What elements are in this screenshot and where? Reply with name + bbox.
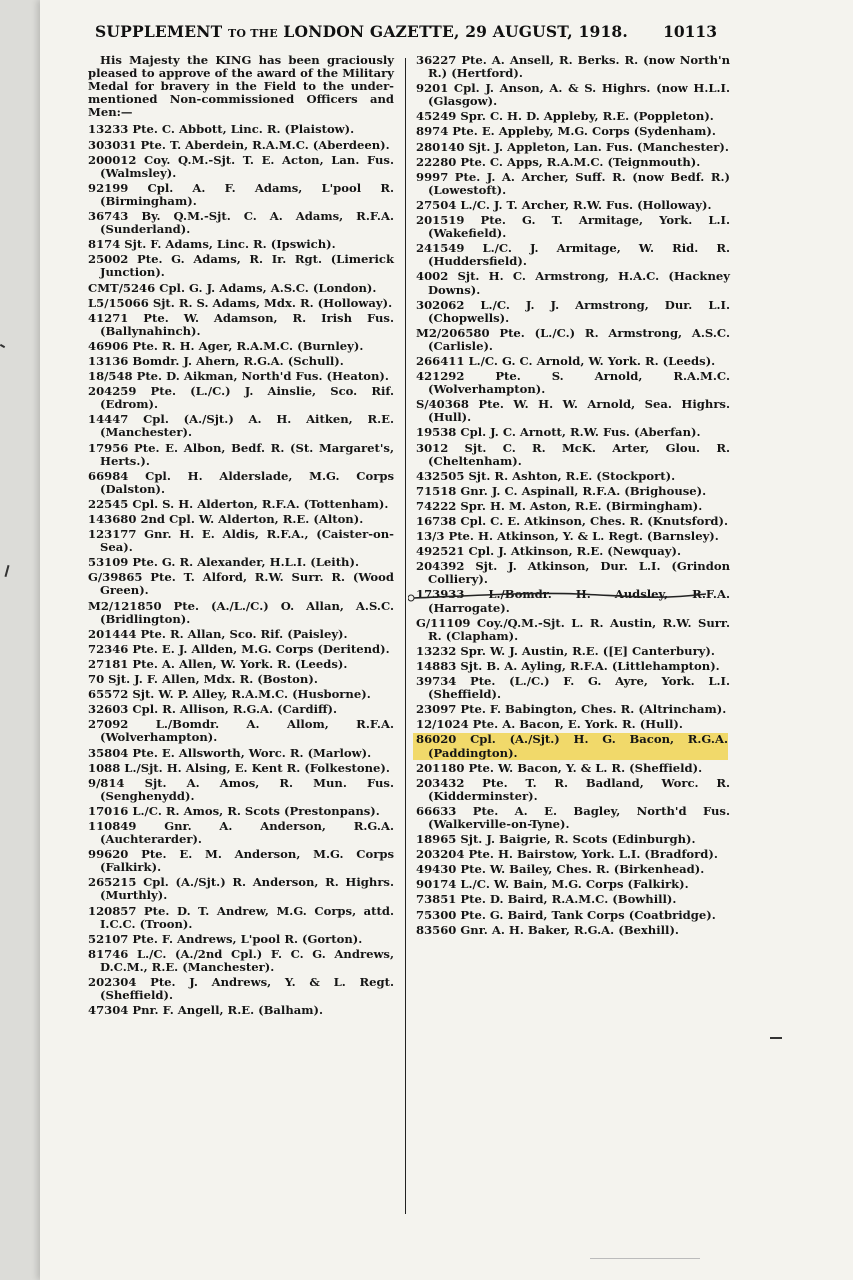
left-list-entry: G/39865 Pte. T. Alford, R.W. Surr. R. (Wood Green). [88,570,394,598]
left-list-entry: 72346 Pte. E. J. Allden, M.G. Corps (Deritend). [88,641,390,656]
left-list-entry: M2/121850 Pte. (A./L./C.) O. Allan, A.S.C. (Bridlington). [88,598,394,626]
left-list-entry: 17956 Pte. E. Albon, Bedf. R. (St. Margaret's, Herts.). [88,440,394,468]
left-list-entry: 41271 Pte. W. Adamson, R. Irish Fus. (Ballynahinch). [88,310,394,338]
left-list-entry: 265215 Cpl. (A./Sjt.) R. Anderson, R. Highrs. (Murthly). [88,875,394,903]
right-list-entry: 90174 L./C. W. Bain, M.G. Corps (Falkirk). [416,877,689,892]
left-list-entry: 99620 Pte. E. M. Anderson, M.G. Corps (Falkirk). [88,847,394,875]
right-list-entry: 18965 Sjt. J. Baigrie, R. Scots (Edinburgh). [416,832,696,847]
right-list-entry: 22280 Pte. C. Apps, R.A.M.C. (Teignmouth). [416,154,701,169]
right-list-entry: 201519 Pte. G. T. Armitage, York. L.I. (Wakefield). [416,213,730,241]
right-list-entry: 45249 Spr. C. H. D. Appleby, R.E. (Poppleton). [416,109,714,124]
title-supplement: SUPPLEMENT [95,22,223,41]
right-list-entry: 204392 Sjt. J. Atkinson, Dur. L.I. (Grindon Colliery). [416,559,730,587]
right-list-entry: 13232 Spr. W. J. Austin, R.E. ([E] Canterbury). [416,643,715,658]
right-list-entry: 36227 Pte. A. Ansell, R. Berks. R. (now North'n R.) (Hertford). [416,53,730,81]
left-list-entry: 70 Sjt. J. F. Allen, Mdx. R. (Boston). [88,672,318,687]
right-list-entry: 203432 Pte. T. R. Badland, Worc. R. (Kidderminster). [416,775,730,803]
right-list-entry: 16738 Cpl. C. E. Atkinson, Ches. R. (Knutsford). [416,514,729,528]
left-list-entry: 35804 Pte. E. Allsworth, Worc. R. (Marlow). [88,745,372,760]
page-title [95,22,628,41]
left-list-entry: 8174 Sjt. F. Adams, Linc. R. (Ipswich). [88,237,336,252]
right-list-entry: 66633 Pte. A. E. Bagley, North'd Fus. (Walkerville-on-Tyne). [416,803,730,831]
right-column [416,54,730,939]
right-list-entry: 49430 Pte. W. Bailey, Ches. R. (Birkenhead). [416,862,705,877]
right-list-entry: 19538 Cpl. J. C. Arnott, R.W. Fus. (Aberfan). [416,425,701,440]
right-list-entry: 39734 Pte. (L./C.) F. G. Ayre, York. L.I. (Sheffield). [416,674,730,702]
award-intro-paragraph: His Majesty the KING has been graciously pleased to approve of the award of the Military Medal for bravery in the Field to the under-mentioned Non-commissioned Officers and Men:— [88,53,394,120]
left-list-entry: 9/814 Sjt. A. Amos, R. Mun. Fus. (Senghenydd). [88,775,394,803]
title-to-the: TO THE [228,27,278,40]
left-list-entry: CMT/5246 Cpl. G. J. Adams, A.S.C. (London). [88,280,377,295]
left-list-entry: 25002 Pte. G. Adams, R. Ir. Rgt. (Limerick Junction). [88,252,394,280]
left-list-entry: 46906 Pte. R. H. Ager, R.A.M.C. (Burnley). [88,338,364,353]
right-list-entry: 13/3 Pte. H. Atkinson, Y. & L. Regt. (Barnsley). [416,529,719,544]
left-list-entry: 202304 Pte. J. Andrews, Y. & L. Regt. (Sheffield). [88,975,394,1003]
left-list-entry: 53109 Pte. G. R. Alexander, H.L.I. (Leith). [88,555,360,570]
right-list-entry: 4002 Sjt. H. C. Armstrong, H.A.C. (Hackney Downs). [416,269,730,297]
left-list-entry: 204259 Pte. (L./C.) J. Ainslie, Sco. Rif. (Edrom). [88,384,394,412]
margin-tick-mark [4,565,9,577]
left-list-entry: 200012 Coy. Q.M.-Sjt. T. E. Acton, Lan. Fus. (Walmsley). [88,152,394,180]
right-list-entry: 241549 L./C. J. Armitage, W. Rid. R. (Huddersfield). [416,241,730,269]
left-list-entry: 143680 2nd Cpl. W. Alderton, R.E. (Alton). [88,512,364,526]
left-list-entry: 65572 Sjt. W. P. Alley, R.A.M.C. (Husborne). [88,687,371,702]
left-list-entry: 27181 Pte. A. Allen, W. York. R. (Leeds). [88,656,348,671]
page-header [55,18,735,48]
title-gazette-date: LONDON GAZETTE, 29 AUGUST, 1918. [283,22,629,41]
left-list-entry: 66984 Cpl. H. Alderslade, M.G. Corps (Dalston). [88,468,394,496]
right-list-entry: 492521 Cpl. J. Atkinson, R.E. (Newquay). [416,544,682,559]
right-list-entry: 201180 Pte. W. Bacon, Y. & L. R. (Sheffield). [416,760,703,775]
left-list-entry: 36743 By. Q.M.-Sjt. C. A. Adams, R.F.A. (Sunderland). [88,209,394,237]
margin-tick-mark [0,344,5,348]
left-list-entry: 120857 Pte. D. T. Andrew, M.G. Corps, attd. I.C.C. (Troon). [88,903,394,931]
left-list-entry: 47304 Pnr. F. Angell, R.E. (Balham). [88,1003,324,1018]
left-list-entry: 92199 Cpl. A. F. Adams, L'pool R. (Birmingham). [88,180,394,208]
right-list-entry: 74222 Spr. H. M. Aston, R.E. (Birmingham). [416,498,703,513]
left-list-entry: 17016 L./C. R. Amos, R. Scots (Prestonpans). [88,803,380,818]
right-list-entry: 3012 Sjt. C. R. McK. Arter, Glou. R. (Cheltenham). [416,440,730,468]
left-list-entry: 22545 Cpl. S. H. Alderton, R.F.A. (Tottenham). [88,496,389,511]
left-list-entry: 201444 Pte. R. Allan, Sco. Rif. (Paisley). [88,626,348,641]
right-list-entry: 9997 Pte. J. A. Archer, Suff. R. (now Bedf. R.) (Lowestoft). [416,169,730,197]
left-list-entry: 14447 Cpl. (A./Sjt.) A. H. Aitken, R.E. (Manchester). [88,412,394,440]
right-list-entry: 75300 Pte. G. Baird, Tank Corps (Coatbridge). [416,907,716,922]
left-list-entry: 81746 L./C. (A./2nd Cpl.) F. C. G. Andrews, D.C.M., R.E. (Manchester). [88,946,394,974]
right-list-entry: S/40368 Pte. W. H. W. Arnold, Sea. Highrs. (Hull). [416,397,730,425]
right-list-entry: 73851 Pte. D. Baird, R.A.M.C. (Bowhill). [416,892,677,907]
left-list-entry: 27092 L./Bomdr. A. Allom, R.F.A. (Wolverhampton). [88,717,394,745]
margin-tick-mark [770,1037,782,1039]
right-list-entry: G/11109 Coy./Q.M.-Sjt. L. R. Austin, R.W. Surr. R. (Clapham). [416,615,730,643]
right-list-entry: 421292 Pte. S. Arnold, R.A.M.C. (Wolverhampton). [416,369,730,397]
page-number: 10113 [663,22,717,41]
right-list-entry: 173933 L./Bomdr. H. Audsley, R.F.A. (Harrogate). [416,587,730,615]
right-list-entry: 280140 Sjt. J. Appleton, Lan. Fus. (Manchester). [416,139,729,154]
right-list-entry: 23097 Pte. F. Babington, Ches. R. (Altrincham). [416,702,727,717]
left-list-entry: L5/15066 Sjt. R. S. Adams, Mdx. R. (Holloway). [88,295,393,310]
right-list-entry: 14883 Sjt. B. A. Ayling, R.F.A. (Littlehampton). [416,658,720,673]
right-list-entry: 302062 L./C. J. J. Armstrong, Dur. L.I. (Chopwells). [416,297,730,325]
right-list-entry: 83560 Gnr. A. H. Baker, R.G.A. (Bexhill). [416,922,679,937]
left-list-entry: 13233 Pte. C. Abbott, Linc. R. (Plaistow). [88,122,355,137]
left-list-entry: 18/548 Pte. D. Aikman, North'd Fus. (Heaton). [88,369,389,384]
right-list-entry: 9201 Cpl. J. Anson, A. & S. Highrs. (now H.L.I. (Glasgow). [416,81,730,109]
right-list-entry: 432505 Sjt. R. Ashton, R.E. (Stockport). [416,468,676,483]
left-list-entry: 123177 Gnr. H. E. Aldis, R.F.A., (Caister-on-Sea). [88,527,394,555]
right-list-entry: 12/1024 Pte. A. Bacon, E. York. R. (Hull). [416,717,683,732]
right-list-entry: M2/206580 Pte. (L./C.) R. Armstrong, A.S.C. (Carlisle). [416,325,730,353]
footer-rule [590,1258,700,1259]
highlighted-list-entry: 86020 Cpl. (A./Sjt.) H. G. Bacon, R.G.A. (Paddington). [413,733,728,759]
right-list-entry: 266411 L./C. G. C. Arnold, W. York. R. (Leeds). [416,353,716,368]
right-list-entry: 8974 Pte. E. Appleby, M.G. Corps (Sydenham). [416,124,716,139]
right-list-entry: 71518 Gnr. J. C. Aspinall, R.F.A. (Brighouse). [416,483,707,498]
right-list-entry: 203204 Pte. H. Bairstow, York. L.I. (Bradford). [416,847,718,862]
left-list-entry: 1088 L./Sjt. H. Alsing, E. Kent R. (Folkestone). [88,760,390,775]
left-list-entry: 13136 Bomdr. J. Ahern, R.G.A. (Schull). [88,353,344,368]
left-list-entry: 52107 Pte. F. Andrews, L'pool R. (Gorton). [88,931,363,946]
left-list-entry: 110849 Gnr. A. Anderson, R.G.A. (Auchterarder). [88,818,394,847]
left-list-entry: 303031 Pte. T. Aberdein, R.A.M.C. (Aberdeen). [88,137,390,152]
column-divider [405,58,406,1214]
left-column [88,54,394,1019]
right-list-entry: 27504 L./C. J. T. Archer, R.W. Fus. (Holloway). [416,197,712,212]
left-list-entry: 32603 Cpl. R. Allison, R.G.A. (Cardiff). [88,702,338,717]
